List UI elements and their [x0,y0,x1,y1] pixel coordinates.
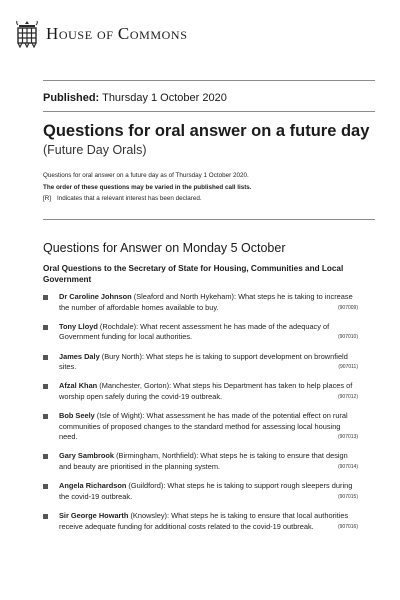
question-text: (Manchester, Gorton): What steps his Department has taken to help places of worship open safely during the covid-19 outbreak. [59,381,353,401]
question-text: (Isle of Wight): What assessment he has made of the potential effect on rural communities of proposed changes to the standard method for assessing local housing need. [59,411,348,442]
notes-line-3 [43,193,252,205]
divider-top [43,80,375,81]
question-ref: (907015) [337,493,358,500]
question-member: Angela Richardson [59,481,127,491]
bullet-square-icon [43,295,48,300]
question-item [43,352,358,373]
bullet-square-icon [43,355,48,360]
questions-list [43,292,358,541]
portcullis-logo-icon [16,20,38,48]
question-ref: (907013) [337,434,358,441]
notes-line-2: The order of these questions may be varied in the published call lists. [43,183,252,191]
question-item [43,481,358,502]
published-label: Published: [43,92,100,104]
question-text: (Birmingham, Northfield): What steps he is taking to ensure that design and beauty are prioritised in the planning system. [59,451,348,471]
bullet-square-icon [43,514,48,519]
page-header [16,14,187,54]
department-heading: Oral Questions to the Secretary of State for Housing, Communities and Local Government [43,264,344,284]
question-item [43,451,358,472]
relevant-interest-text: Indicates that a relevant interest has been declared. [57,195,202,202]
bullet-square-icon [43,414,48,419]
question-member: James Daly [59,351,100,361]
question-text: (Bury North): What steps he is taking to support development on brownfield sites. [59,351,348,372]
house-of-commons-wordmark: HOUSE OF COMMONS [46,24,188,43]
question-item [43,292,358,313]
divider-notes [43,219,375,220]
bullet-square-icon [43,484,48,489]
question-member: Bob Seely [59,411,95,421]
question-text: (Knowsley): What steps he is taking to ensure that local authorities receive adequate funding for additional costs related to the covid-19 outbreak. [59,511,349,531]
published-line [43,92,227,104]
divider-published [43,111,375,112]
question-member: Sir George Howarth [59,511,129,521]
question-ref: (907011) [338,364,358,371]
notes-line-1: Questions for oral answer on a future day as of Thursday 1 October 2020. [43,172,249,179]
question-item [43,322,358,343]
question-text: (Guildford): What steps he is taking to support rough sleepers during the covid-19 outbreak. [59,481,353,501]
question-ref: (907009) [337,304,358,311]
section-heading: Questions for Answer on Monday 5 October [43,241,286,255]
relevant-interest-marker: [R] [43,195,52,202]
bullet-square-icon [43,325,48,330]
published-date: Thursday 1 October 2020 [102,92,227,104]
question-ref: (907010) [337,334,358,341]
bullet-square-icon [43,454,48,459]
question-ref: (907016) [337,523,358,530]
question-member: Gary Sambrook [59,451,115,461]
page-title: Questions for oral answer on a future day [43,122,370,140]
page-subtitle: (Future Day Orals) [43,143,147,157]
question-member: Dr Caroline Johnson [59,292,132,301]
question-member: Tony Lloyd [59,321,98,331]
question-ref: (907012) [337,393,358,400]
bullet-square-icon [43,384,48,389]
question-ref: (907014) [337,463,358,470]
question-item [43,511,358,532]
question-text: (Sleaford and North Hykeham): What steps he is taking to increase the number of affordable homes available to buy. [59,292,353,312]
question-text: (Rochdale): What recent assessment he has made of the adequacy of Government funding for local authorities. [59,321,330,342]
notes-block [43,170,252,205]
question-member: Afzal Khan [59,381,98,391]
question-item [43,381,358,402]
question-item [43,411,358,443]
